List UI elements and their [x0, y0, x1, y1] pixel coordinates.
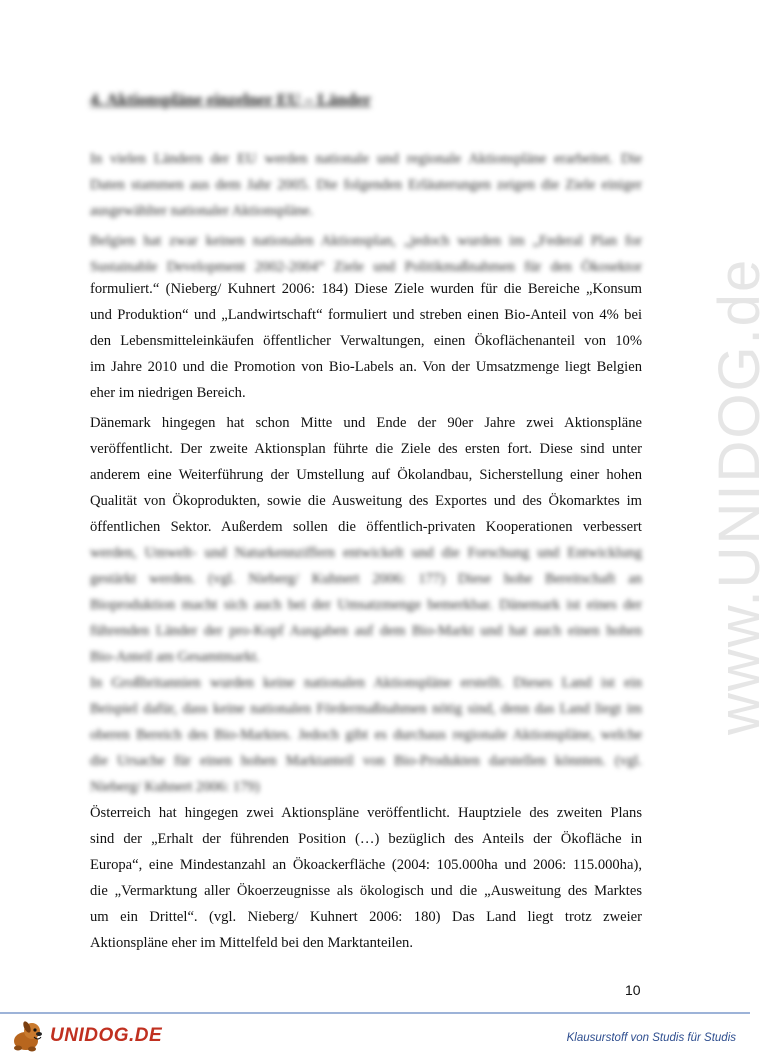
text-line: Daten stammen aus dem Jahr 2005. Die folgenden Erläuterungen zeigen die Ziele einiger: [90, 177, 642, 193]
watermark: www.UNIDOG.de: [707, 257, 772, 735]
text-line: anderem eine Weiterführung der Umstellung auf Ökolandbau, Sicherstellung einer hohen: [90, 467, 642, 483]
paragraph-denmark: [90, 410, 642, 540]
text-line: sind der „Erhalt der führenden Position (…) bezüglich des Anteils der Ökofläche in: [90, 831, 642, 847]
text-line: Nieberg/ Kuhnert 2006: 179): [90, 779, 260, 795]
paragraph-denmark-blurred: [90, 540, 642, 670]
text-line: Europa“, eine Mindestanzahl an Ökoackerfläche (2004: 105.000ha und 2006: 115.000ha),: [90, 857, 642, 873]
paragraph-uk-blurred: [90, 670, 642, 800]
text-line: und Produktion“ und „Landwirtschaft“ formuliert und streben einen Bio-Anteil von 4% bei: [90, 307, 642, 323]
text-line: formuliert.“ (Nieberg/ Kuhnert 2006: 184) Diese Ziele wurden für die Bereiche „Konsum: [90, 281, 642, 297]
text-line: den Lebensmitteleinkäufen öffentlicher Verwaltungen, einen Ökoflächenanteil von 10%: [90, 333, 642, 349]
text-line: um ein Drittel“. (vgl. Nieberg/ Kuhnert 2006: 180) Das Land liegt trotz zweier: [90, 909, 642, 925]
text-line: Belgien hat zwar keinen nationalen Aktionsplan, „jedoch wurden im „Federal Plan for: [90, 233, 642, 249]
paragraph-belgium: [90, 276, 642, 406]
text-line: führenden Länder der pro-Kopf Ausgaben auf dem Bio-Markt und hat auch einen hohen: [90, 623, 642, 639]
text-line: Qualität von Ökoprodukten, sowie die Ausweitung des Exportes und des Ökomarktes im: [90, 493, 642, 509]
text-line: im Jahre 2010 und die Promotion von Bio-Labels an. Von der Umsatzmenge liegt Belgien: [90, 359, 642, 375]
paragraph-austria: [90, 800, 642, 956]
text-line: Beispiel dafür, dass keine nationalen Fördermaßnahmen nötig sind, denn das Land liegt im: [90, 701, 642, 717]
text-line: werden, Umwelt- und Naturkennziffern entwickelt und die Forschung und Entwicklung: [90, 545, 642, 561]
text-line: In vielen Ländern der EU werden nationale und regionale Aktionspläne erarbeitet. Die: [90, 151, 642, 167]
section-heading: 4. Aktionspläne einzelner EU – Länder: [90, 90, 372, 109]
text-line: die Ursache für einen hohen Marktanteil von Bio-Produkten darstellen könnten. (vgl.: [90, 753, 642, 769]
text-line: In Großbritannien wurden keine nationalen Aktionspläne erstellt. Dieses Land ist ein: [90, 675, 642, 691]
page-number: 10: [625, 982, 641, 998]
logo-text: UNIDOG.DE: [50, 1025, 163, 1046]
text-line: Österreich hat hingegen zwei Aktionspläne veröffentlicht. Hauptziele des zweiten Plans: [90, 805, 642, 821]
text-line: Bioproduktion macht sich auch bei der Umsatzmenge bemerkbar. Dänemark ist eines der: [90, 597, 642, 613]
text-line: die „Vermarktung aller Ökoerzeugnisse als ökologisch und die „Ausweitung des Marktes: [90, 883, 642, 899]
text-line: öffentlichen Sektor. Außerdem sollen die öffentlich-privaten Kooperationen verbessert: [90, 519, 642, 535]
paragraph-intro: [90, 146, 642, 224]
text-line: Sustainable Development 2002-2004“ Ziele und Politikmaßnahmen für den Ökosektor: [90, 259, 642, 275]
unidog-logo[interactable]: [8, 1020, 162, 1052]
text-line: Bio-Anteil am Gesamtmarkt.: [90, 649, 260, 665]
text-line: Aktionspläne eher im Mittelfeld bei den Marktanteilen.: [90, 935, 413, 951]
text-line: oberen Bereich des Bio-Marktes. Jedoch gibt es durchaus regionale Aktionspläne, welche: [90, 727, 642, 743]
paragraph-belgium-blurred: [90, 228, 642, 280]
text-line: Dänemark hingegen hat schon Mitte und Ende der 90er Jahre zwei Aktionspläne: [90, 415, 642, 431]
dog-icon: [8, 1019, 48, 1053]
text-line: veröffentlicht. Der zweite Aktionsplan führte die Ziele des ersten fort. Diese sind unter: [90, 441, 642, 457]
footer-divider: [0, 1012, 750, 1014]
text-line: ausgewählter nationaler Aktionspläne.: [90, 203, 314, 219]
footer-tagline: Klausurstoff von Studis für Studis: [566, 1032, 736, 1044]
text-line: gestärkt werden. (vgl. Nieberg/ Kuhnert 2006: 177) Diese hohe Bereitschaft an: [90, 571, 642, 587]
text-line: eher im niedrigen Bereich.: [90, 385, 246, 401]
